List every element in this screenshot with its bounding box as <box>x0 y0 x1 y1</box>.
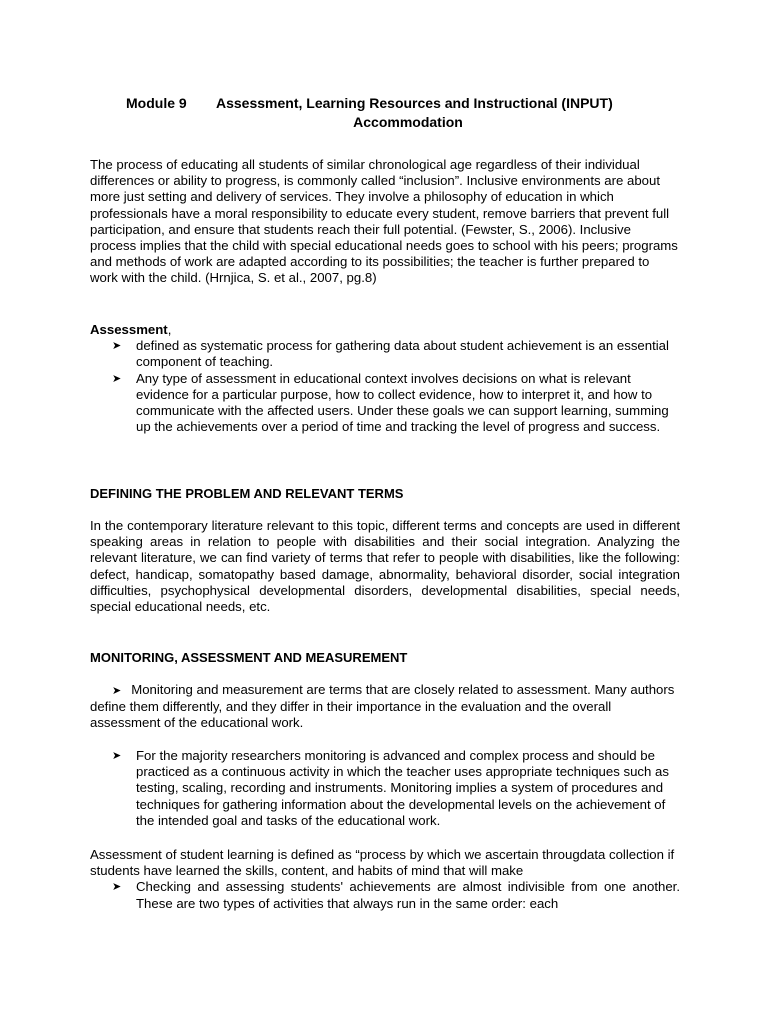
list-item <box>112 338 680 370</box>
assessment-bullet-text: defined as systematic process for gathering data about student achievement is an essential component of teaching. <box>136 338 669 370</box>
arrowhead-bullet-icon: ➤ <box>112 372 122 385</box>
list-item <box>112 370 680 436</box>
assessment-bullet-list <box>90 338 680 435</box>
monitoring-bullet-text: For the majority researchers monitoring is advanced and complex process and should be practiced as a continuous activity in which the teacher uses appropriate techniques such as testing, scaling, recording and instruments. Monitoring implies a system of procedures and techniques for gathering information about the developmental levels on the achievement of the intended goal and tasks of the educational work. <box>136 748 669 828</box>
section-heading: DEFINING THE PROBLEM AND RELEVANT TERMS <box>90 486 404 501</box>
assessment-term: Assessment <box>90 322 168 337</box>
arrowhead-bullet-icon: ➤ <box>112 340 122 353</box>
arrowhead-bullet-icon: ➤ <box>112 685 122 697</box>
list-item <box>112 748 680 829</box>
section-heading: MONITORING, ASSESSMENT AND MEASUREMENT <box>90 650 408 665</box>
section-monitoring <box>90 650 680 666</box>
module-number: Module 9 <box>126 95 187 111</box>
intro-section <box>90 157 680 287</box>
title-main: Assessment, Learning Resources and Instructional (INPUT) <box>216 95 613 111</box>
assessment-section <box>90 322 680 435</box>
monitoring-bullet-list <box>90 748 680 829</box>
section-defining-problem-body <box>90 518 680 615</box>
monitoring-bullet-1 <box>90 682 680 732</box>
monitoring-bullet-text: Monitoring and measurement are terms that are closely related to assessment. Many authors define them differently, and they differ in their importance in the evaluation and the overall assessment of the educational work. <box>90 682 675 731</box>
section-defining-problem <box>90 486 680 502</box>
list-item <box>90 682 680 732</box>
checking-bullet-list <box>90 879 680 911</box>
assessment-heading-line <box>90 322 680 338</box>
arrowhead-bullet-icon: ➤ <box>112 750 122 762</box>
document-title <box>90 94 680 132</box>
assessment-learning-paragraph: Assessment of student learning is defined as “process by which we ascertain througdata collection if students have learned the skills, content, and habits of mind that will make <box>90 847 675 879</box>
intro-paragraph: The process of educating all students of similar chronological age regardless of their individual differences or ability to progress, is commonly called “inclusion”. Inclusive environments are about more just setting and delivery of services. They involve a philosophy of education in which professionals have a moral responsibility to educate every student, remove barriers that prevent full participation, and ensure that students reach their full potential. (Fewster, S., 2006). Inclusive process implies that the child with special educational needs goes to school with his peers; programs and methods of work are adapted according to its possibilities; the teacher is further prepared to work with the child. (Hrnjica, S. et al., 2007, pg.8) <box>90 157 678 286</box>
assessment-learning-paragraph-block <box>90 847 680 912</box>
section-paragraph: In the contemporary literature relevant to this topic, different terms and concepts are used in different speaking areas in relation to people with disabilities and their social integration. Analyzing the relevant literature, we can find variety of terms that refer to people with disabilities, like the following: defect, handicap, somatopathy based damage, abnormality, behavioral disorder, social integration difficulties, psychophysical developmental disorders, developmental disabilities, special needs, special educational needs, etc. <box>90 518 680 615</box>
checking-bullet-text: Checking and assessing students' achievements are almost indivisible from one another. These are two types of activities that always run in the same order: each <box>136 879 680 911</box>
assessment-suffix: , <box>167 322 172 337</box>
assessment-bullet-text: Any type of assessment in educational context involves decisions on what is relevant evidence for a particular purpose, how to collect evidence, how to interpret it, and how to communicate with the affected users. Under these goals we can support learning, summing up the achievements over a period of time and tracking the level of progress and success. <box>136 370 669 435</box>
title-continuation: Accommodation <box>353 114 463 130</box>
monitoring-bullet-2 <box>90 748 680 829</box>
list-item <box>112 879 680 911</box>
arrowhead-bullet-icon: ➤ <box>112 881 122 894</box>
